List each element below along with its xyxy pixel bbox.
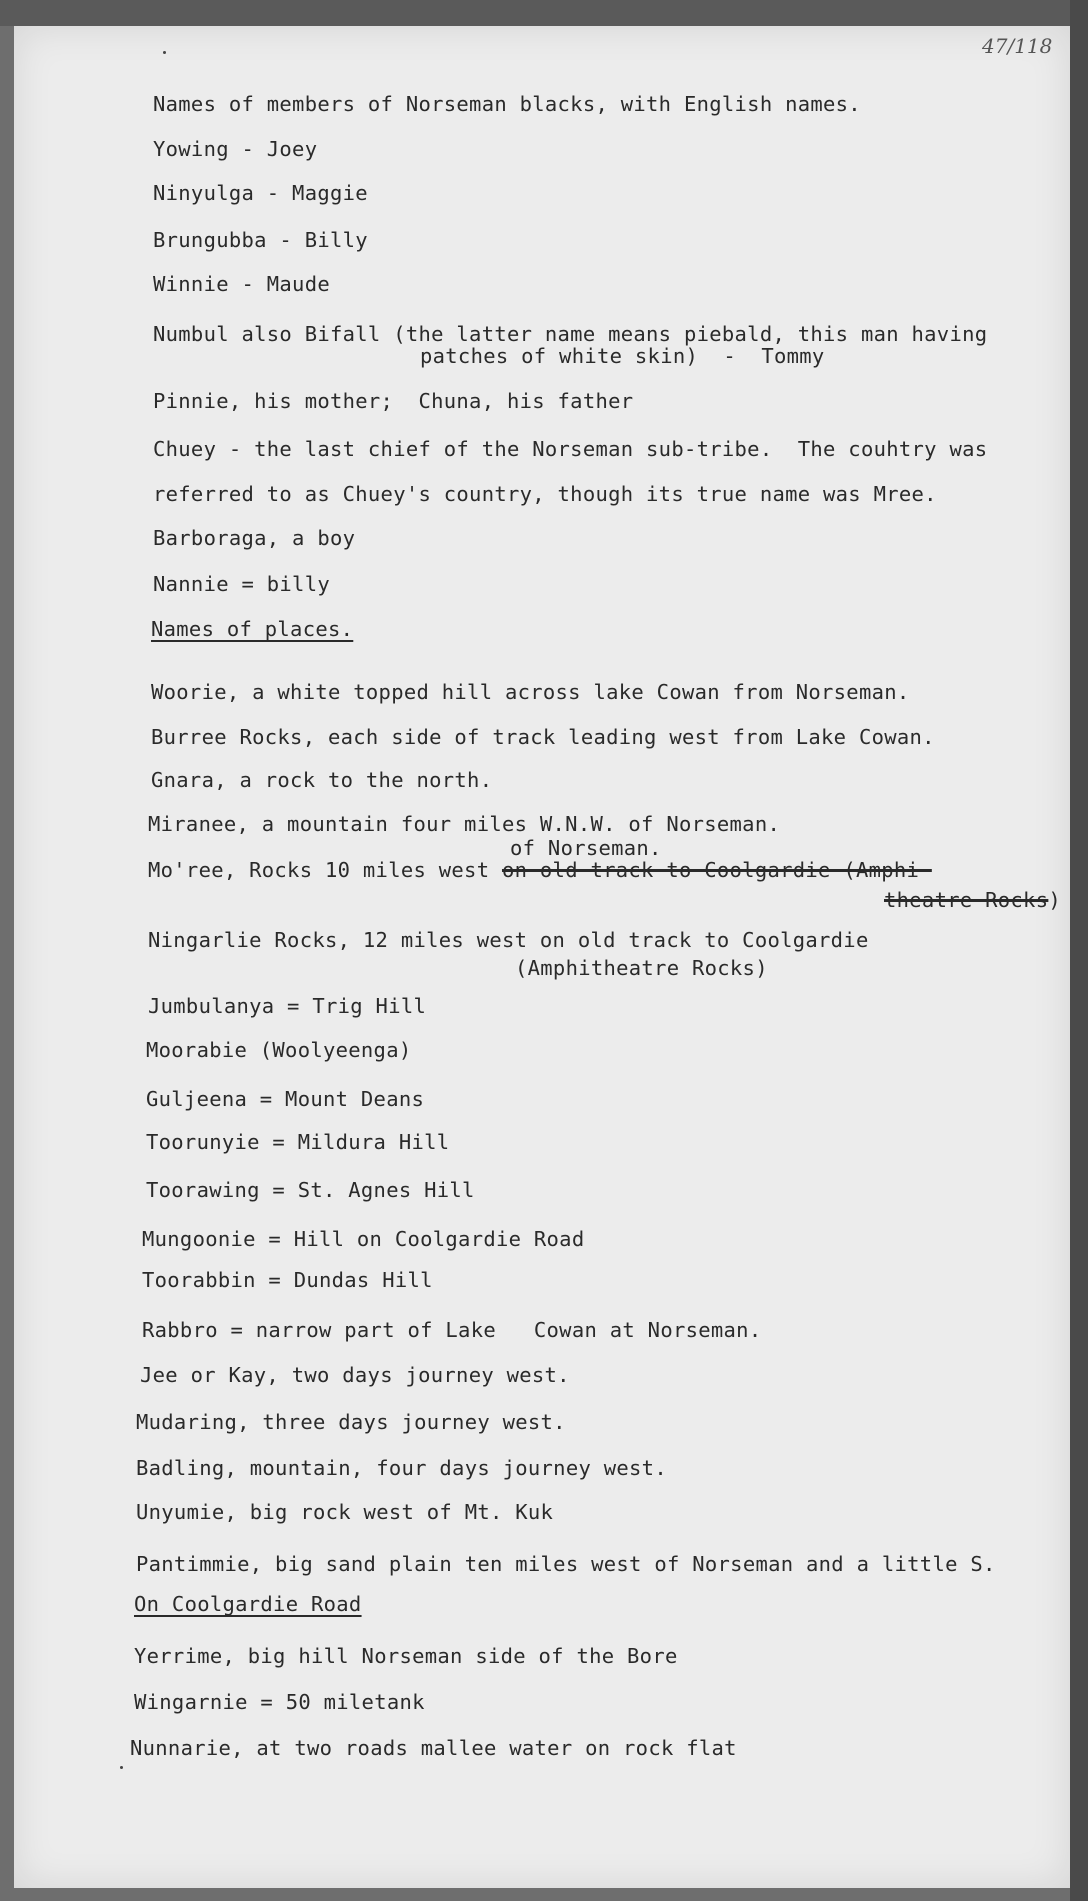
- text-line: Brungubba - Billy: [153, 228, 368, 252]
- text-line: Barboraga, a boy: [153, 526, 356, 550]
- text-line: Toorabbin = Dundas Hill: [142, 1268, 433, 1292]
- text-line: Winnie - Maude: [153, 272, 330, 296]
- text-line: Toorawing = St. Agnes Hill: [146, 1178, 475, 1202]
- text-line: Guljeena = Mount Deans: [146, 1087, 425, 1111]
- text-line: Miranee, a mountain four miles W.N.W. of Norseman.: [148, 812, 781, 836]
- text-line: Jee or Kay, two days journey west.: [140, 1363, 570, 1387]
- text-line: patches of white skin) - Tommy: [420, 344, 825, 368]
- places-heading: Names of places.: [151, 617, 354, 641]
- text-line: Wingarnie = 50 miletank: [134, 1690, 425, 1714]
- text-line: Burree Rocks, each side of track leading west from Lake Cowan.: [151, 725, 935, 749]
- scan-border-top: [0, 0, 1088, 26]
- text-line: Jumbulanya = Trig Hill: [148, 994, 427, 1018]
- text-line: Rabbro = narrow part of Lake Cowan at Norseman.: [142, 1318, 762, 1342]
- text-line: Badling, mountain, four days journey west.: [136, 1456, 667, 1480]
- speck: [163, 51, 166, 54]
- text-line: Toorunyie = Mildura Hill: [146, 1130, 450, 1154]
- folio-number: 47/118: [982, 34, 1053, 58]
- inserted-text: of Norseman.: [510, 836, 662, 860]
- text-line: Mungoonie = Hill on Coolgardie Road: [142, 1227, 585, 1251]
- text-line: Pinnie, his mother; Chuna, his father: [153, 389, 634, 413]
- text-line: Ninyulga - Maggie: [153, 181, 368, 205]
- text-line: Yowing - Joey: [153, 137, 318, 161]
- text-line: referred to as Chuey's country, though its true name was Mree.: [153, 482, 937, 506]
- text-line: Pantimmie, big sand plain ten miles west of Norseman and a little S.: [136, 1552, 996, 1576]
- text-line: Mo'ree, Rocks 10 miles west on old track to Coolgardie (Amphi-: [148, 858, 932, 882]
- text-line: Moorabie (Woolyeenga): [146, 1038, 412, 1062]
- text-line: Mudaring, three days journey west.: [136, 1410, 566, 1434]
- scan-border-right: [1070, 0, 1088, 1901]
- struck-text: theatre Rocks: [884, 888, 1049, 912]
- text-line: Gnara, a rock to the north.: [151, 768, 493, 792]
- text-line: Numbul also Bifall (the latter name means piebald, this man having: [153, 322, 988, 346]
- text-line: Chuey - the last chief of the Norseman sub-tribe. The couhtry was: [153, 437, 988, 461]
- text-line: (Amphitheatre Rocks): [515, 956, 768, 980]
- text-line: Nunnarie, at two roads mallee water on rock flat: [130, 1736, 737, 1760]
- members-heading: Names of members of Norseman blacks, with English names.: [153, 92, 861, 116]
- text-line: Nannie = billy: [153, 572, 330, 596]
- road-heading: On Coolgardie Road: [134, 1592, 362, 1616]
- text-line: Unyumie, big rock west of Mt. Kuk: [136, 1500, 554, 1524]
- text-line: theatre Rocks): [884, 888, 1062, 912]
- struck-text: on old track to Coolgardie (Amphi-: [501, 858, 932, 882]
- speck: [120, 1766, 123, 1769]
- text-line: Ningarlie Rocks, 12 miles west on old track to Coolgardie: [148, 928, 869, 952]
- text-line: Woorie, a white topped hill across lake Cowan from Norseman.: [151, 680, 910, 704]
- text-line: Yerrime, big hill Norseman side of the Bore: [134, 1644, 678, 1668]
